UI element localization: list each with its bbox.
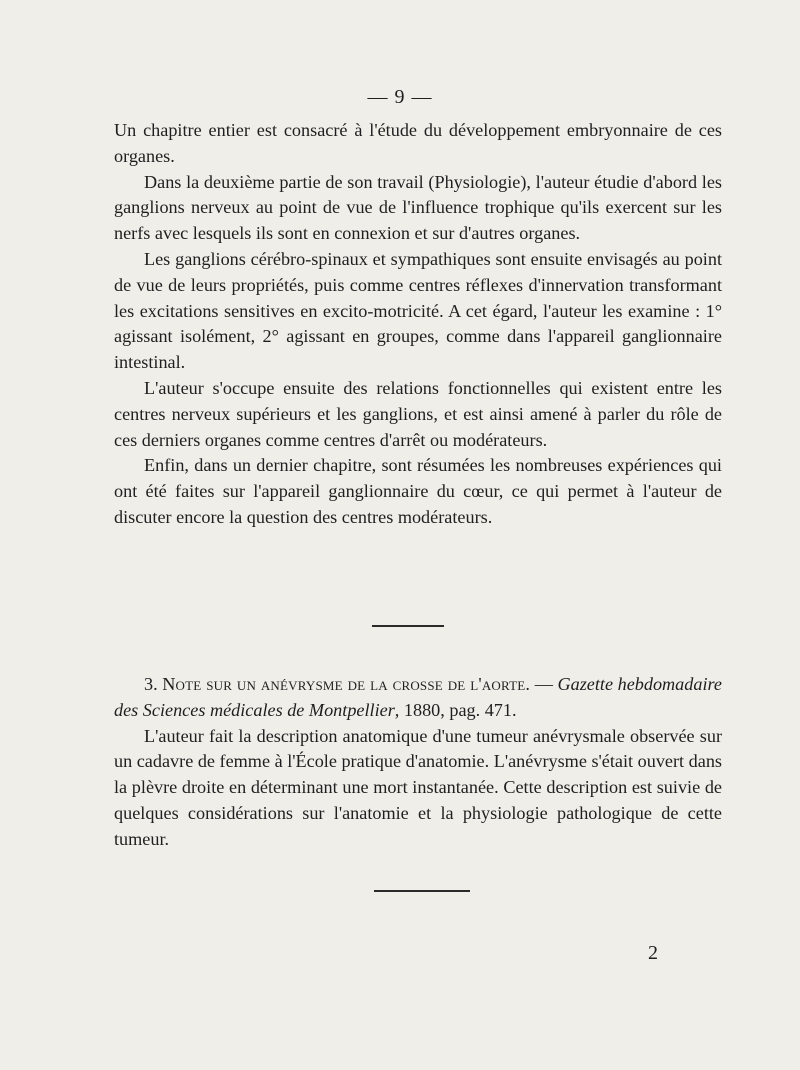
paragraph: L'auteur fait la description anatomique d'une tumeur anévrysmale observée sur un cadavre de femme à l'École pratique d'anatomie. L'anévrysme s'était ouvert dans la plèvre droite en déterminant une mort instantanée. Cette description est suivie de quelques considérations sur l'anatomie et la physiologie pathologique de cette tumeur. <box>114 725 722 849</box>
entry-citation: Gazette hebdomadaire des Sciences médicales de Montpellier <box>114 674 722 720</box>
signature-mark: 2 <box>648 942 658 964</box>
section-physiology-summary <box>114 118 722 531</box>
entry-number: 3. <box>144 674 158 694</box>
paragraph: Les ganglions cérébro-spinaux et sympathiques sont ensuite envisagés au point de vue de leurs propriétés, puis comme centres réflexes d'innervation transformant les excitations sensitives en excito-motricité. A cet égard, l'auteur les examine : 1° agissant isolément, 2° agissant en groupes, comme dans l'appareil ganglionnaire intestinal. <box>114 248 722 373</box>
paragraph: Dans la deuxième partie de son travail (Physiologie), l'auteur étudie d'abord les ganglions nerveux au point de vue de l'influence trophique qu'ils exercent sur les nerfs avec lesquels ils sont en connexion et sur d'autres organes. <box>114 171 722 244</box>
page-number: — 9 — <box>367 86 433 108</box>
paragraph: L'auteur s'occupe ensuite des relations fonctionnelles qui existent entre les centres nerveux supérieurs et les ganglions, et est ainsi amené à parler du rôle de ces derniers organes comme centres d'arrêt ou modérateurs. <box>114 377 722 450</box>
end-divider <box>374 890 470 892</box>
section-divider <box>372 625 444 627</box>
entry-heading <box>114 672 722 724</box>
entry-title: Note sur un anévrysme de la crosse de l'aorte. <box>162 674 531 694</box>
entry-dash: — <box>530 674 558 694</box>
section-note-anevrysme <box>114 672 722 853</box>
paragraph: Un chapitre entier est consacré à l'étude du développement embryonnaire de ces organes. <box>114 120 722 166</box>
paragraph: Enfin, dans un dernier chapitre, sont résumées les nombreuses expériences qui ont été faites sur l'appareil ganglionnaire du cœur, ce qui permet à l'auteur de discuter encore la question des centres modérateurs. <box>114 455 722 527</box>
entry-citation-tail: , 1880, pag. 471. <box>394 699 517 720</box>
